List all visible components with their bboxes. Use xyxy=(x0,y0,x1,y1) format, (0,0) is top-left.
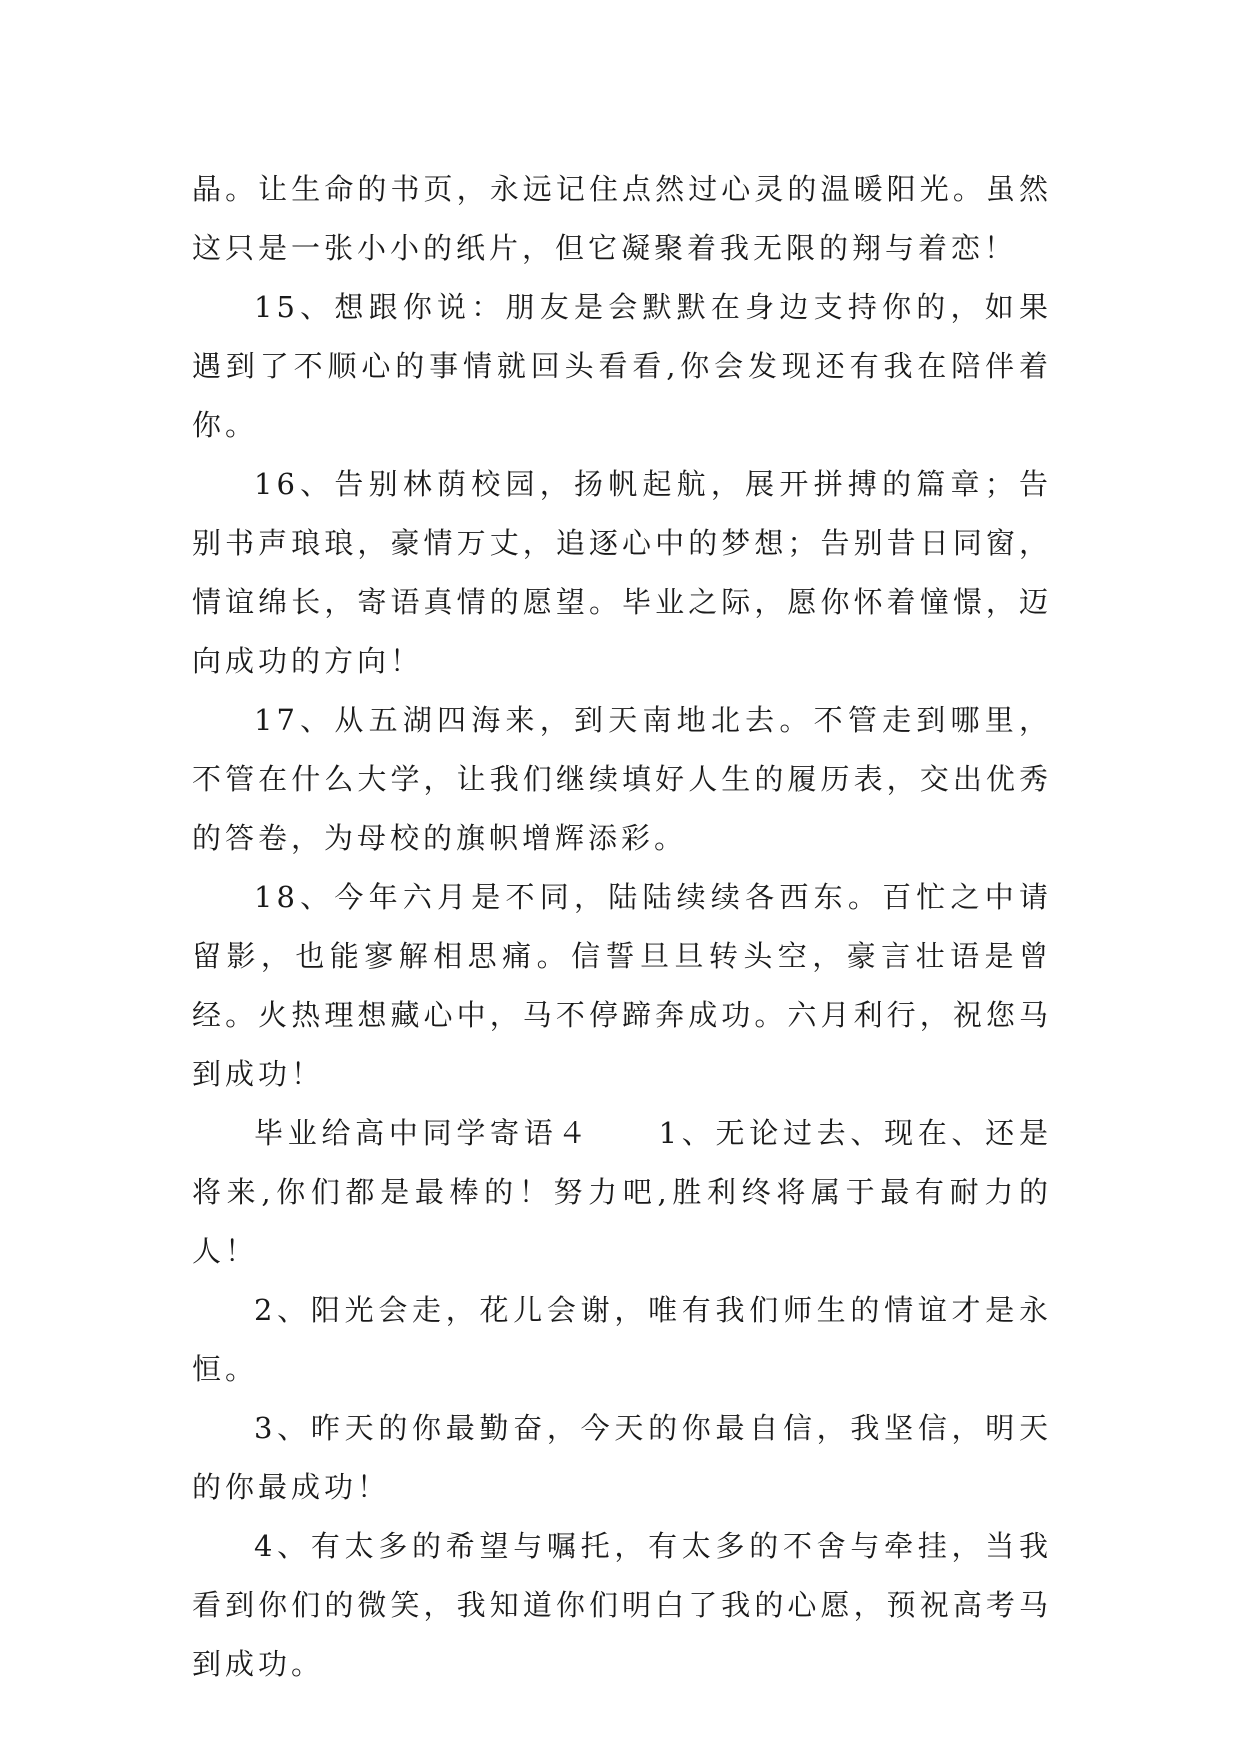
paragraph-item-15: 15、想跟你说：朋友是会默默在身边支持你的，如果遇到了不顺心的事情就回头看看,你会发现还有我在陪伴着你。 xyxy=(192,290,1052,442)
document-page xyxy=(192,160,1052,1694)
paragraph-item-18: 18、今年六月是不同，陆陆续续各西东。百忙之中请留影，也能寥解相思痛。信誓旦旦转头空，豪言壮语是曾经。火热理想藏心中，马不停蹄奔成功。六月利行，祝您马到成功！ xyxy=(192,880,1052,1091)
paragraph-item-16: 16、告别林荫校园，扬帆起航，展开拼搏的篇章；告别书声琅琅，豪情万丈，追逐心中的梦想；告别昔日同窗，情谊绵长，寄语真情的愿望。毕业之际，愿你怀着憧憬，迈向成功的方向！ xyxy=(192,467,1052,678)
paragraph-item-17: 17、从五湖四海来，到天南地北去。不管走到哪里，不管在什么大学，让我们继续填好人生的履历表，交出优秀的答卷，为母校的旗帜增辉添彩。 xyxy=(192,703,1052,855)
paragraph-section-4-item-1: 毕业给高中同学寄语４ 1、无论过去、现在、还是将来,你们都是最棒的！努力吧,胜利终将属于最有耐力的人！ xyxy=(192,1116,1052,1268)
paragraph-section-4-item-4: 4、有太多的希望与嘱托，有太多的不舍与牵挂，当我看到你们的微笑，我知道你们明白了我的心愿，预祝高考马到成功。 xyxy=(192,1529,1052,1681)
paragraph-section-4-item-2: 2、阳光会走，花儿会谢，唯有我们师生的情谊才是永恒。 xyxy=(192,1293,1052,1386)
paragraph-continuation: 晶。让生命的书页，永远记住点然过心灵的温暖阳光。虽然这只是一张小小的纸片，但它凝聚着我无限的翔与着恋！ xyxy=(192,172,1052,265)
paragraph-section-4-item-3: 3、昨天的你最勤奋，今天的你最自信，我坚信，明天的你最成功！ xyxy=(192,1411,1052,1504)
